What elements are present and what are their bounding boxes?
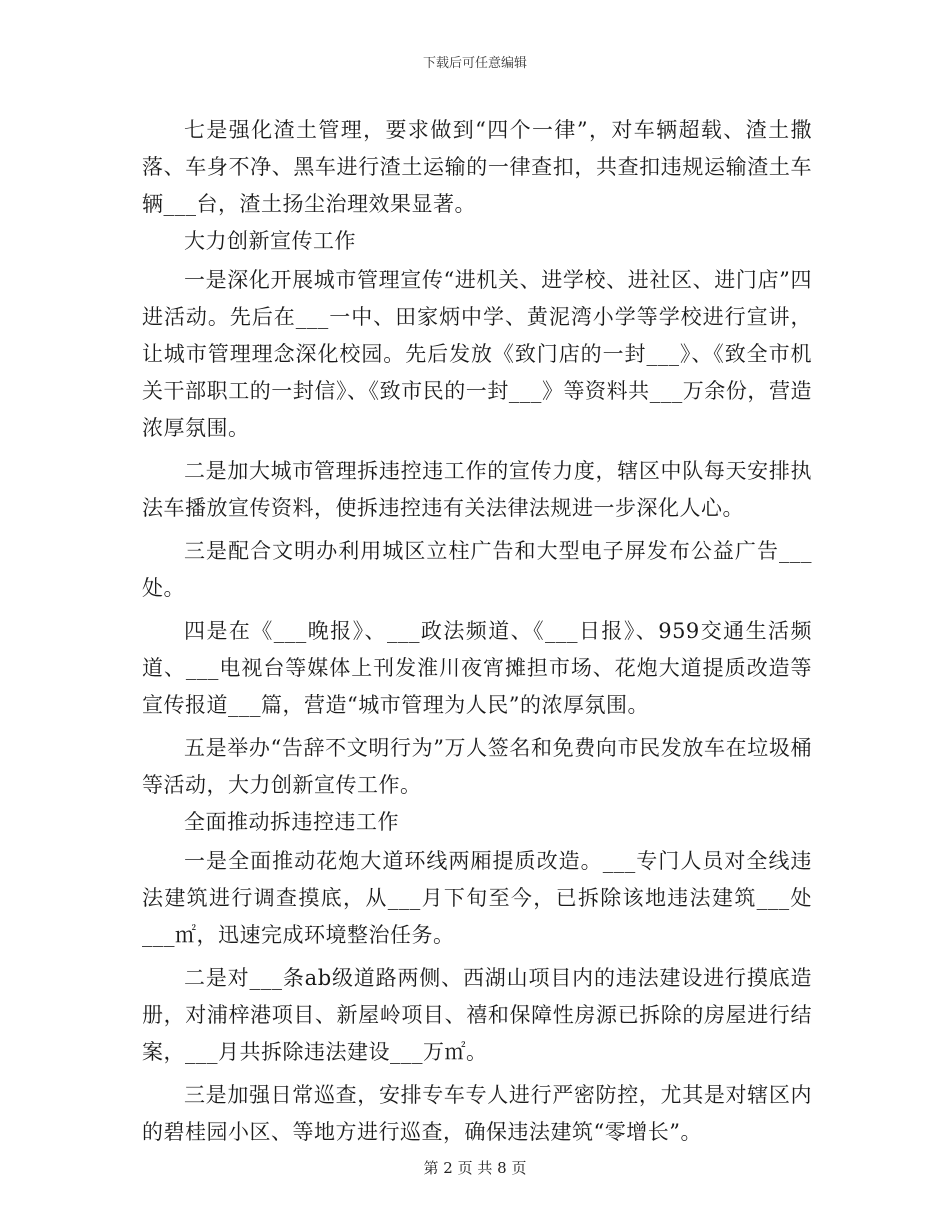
section-heading-demolition: 全面推动拆违控违工作 (184, 810, 399, 834)
paragraph-publicity-2: 二是加大城市管理拆违控违工作的宣传力度，辖区中队每天安排执法车播放宣传资料，使拆违控违有关法律法规进一步深化人心。 (142, 459, 812, 520)
page-header-note: 下载后可任意编辑 (422, 56, 527, 71)
document-body (142, 112, 812, 1151)
paragraph-demolition-3: 三是加强日常巡查，安排专车专人进行严密防控，尤其是对辖区内的碧桂园小区、等地方进行巡查，确保违法建筑“零增长”。 (142, 1083, 812, 1144)
paragraph-publicity-3: 三是配合文明办利用城区立柱广告和大型电子屏发布公益广告___处。 (142, 539, 812, 600)
paragraph-demolition-2: 二是对___条ab级道路两侧、西湖山项目内的违法建设进行摸底造册，对浦梓港项目、新屋岭项目、禧和保障性房源已拆除的房屋进行结案，___月共拆除违法建设___万㎡。 (142, 966, 812, 1064)
paragraph-publicity-4: 四是在《___晚报》、___政法频道、《___日报》、959交通生活频道、___电视台等媒体上刊发淮川夜宵摊担市场、花炮大道提质改造等宣传报道___篇，营造“城市管理为人民”的浓厚氛围。 (142, 619, 812, 717)
paragraph-demolition-1: 一是全面推动花炮大道环线两厢提质改造。___专门人员对全线违法建筑进行调查摸底，从___月下旬至今，已拆除该地违法建筑___处___㎡，迅速完成环境整治任务。 (142, 849, 812, 947)
paragraph-publicity-5: 五是举办“告辞不文明行为”万人签名和免费向市民发放车在垃圾桶等活动，大力创新宣传工作。 (142, 736, 812, 797)
paragraph-publicity-1: 一是深化开展城市管理宣传“进机关、进学校、进社区、进门店”四进活动。先后在___一中、田家炳中学、黄泥湾小学等学校进行宣讲，让城市管理理念深化校园。先后发放《致门店的一封___》、《致全市机关干部职工的一封信》、《致市民的一封___》等资料共___万余份，营造浓厚氛围。 (142, 268, 812, 440)
paragraph-muck-management: 七是强化渣土管理，要求做到“四个一律”，对车辆超载、渣土撒落、车身不净、黑车进行渣土运输的一律查扣，共查扣违规运输渣土车辆___台，渣土扬尘治理效果显著。 (142, 118, 812, 216)
page-number: 第 2 页 共 8 页 (423, 1159, 527, 1177)
section-heading-publicity: 大力创新宣传工作 (184, 229, 356, 253)
